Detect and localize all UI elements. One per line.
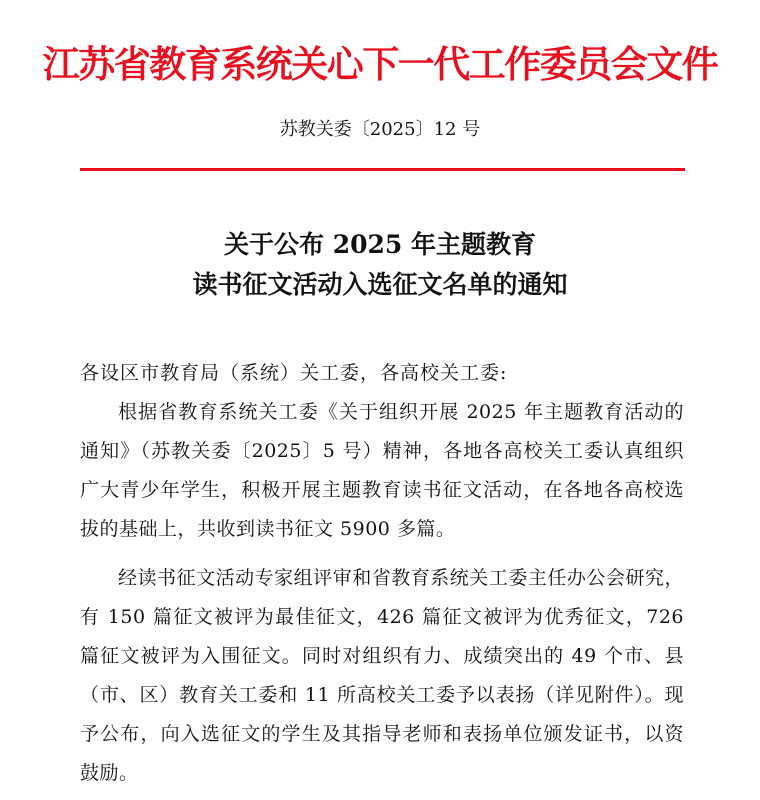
body-paragraph-2: 经读书征文活动专家组评审和省教育系统关工委主任办公会研究，有 150 篇征文被评为最佳征文，426 篇征文被评为优秀征文，726 篇征文被评为入围征文。同时对组织有力、成绩突出的 49 个市、县（市、区）教育关工委和 11 所高校关工委予以表扬（详见附件）。现予公布，向入选征文的学生及其指导老师和表扬单位颁发证书，以资鼓励。 xyxy=(80,567,684,784)
notice-title-line-1: 关于公布 2025 年主题教育 xyxy=(224,230,536,259)
salutation: 各设区市教育局（系统）关工委，各高校关工委: xyxy=(80,362,508,384)
notice-title-line-2: 读书征文活动入选征文名单的通知 xyxy=(192,270,568,299)
notice-body xyxy=(80,354,684,793)
document-number: 苏教关委〔2025〕12 号 xyxy=(279,119,481,140)
body-paragraph-1: 根据省教育系统关工委《关于组织开展 2025 年主题教育活动的通知》（苏教关委〔2025〕5 号）精神，各地各高校关工委认真组织广大青少年学生，积极开展主题教育读书征文活动，在各地各高校选拔的基础上，共收到读书征文 5900 多篇。 xyxy=(80,401,684,540)
issuing-authority-header: 江苏省教育系统关心下一代工作委员会文件 xyxy=(42,42,718,86)
red-divider-line xyxy=(80,168,685,171)
notice-title xyxy=(0,225,760,305)
